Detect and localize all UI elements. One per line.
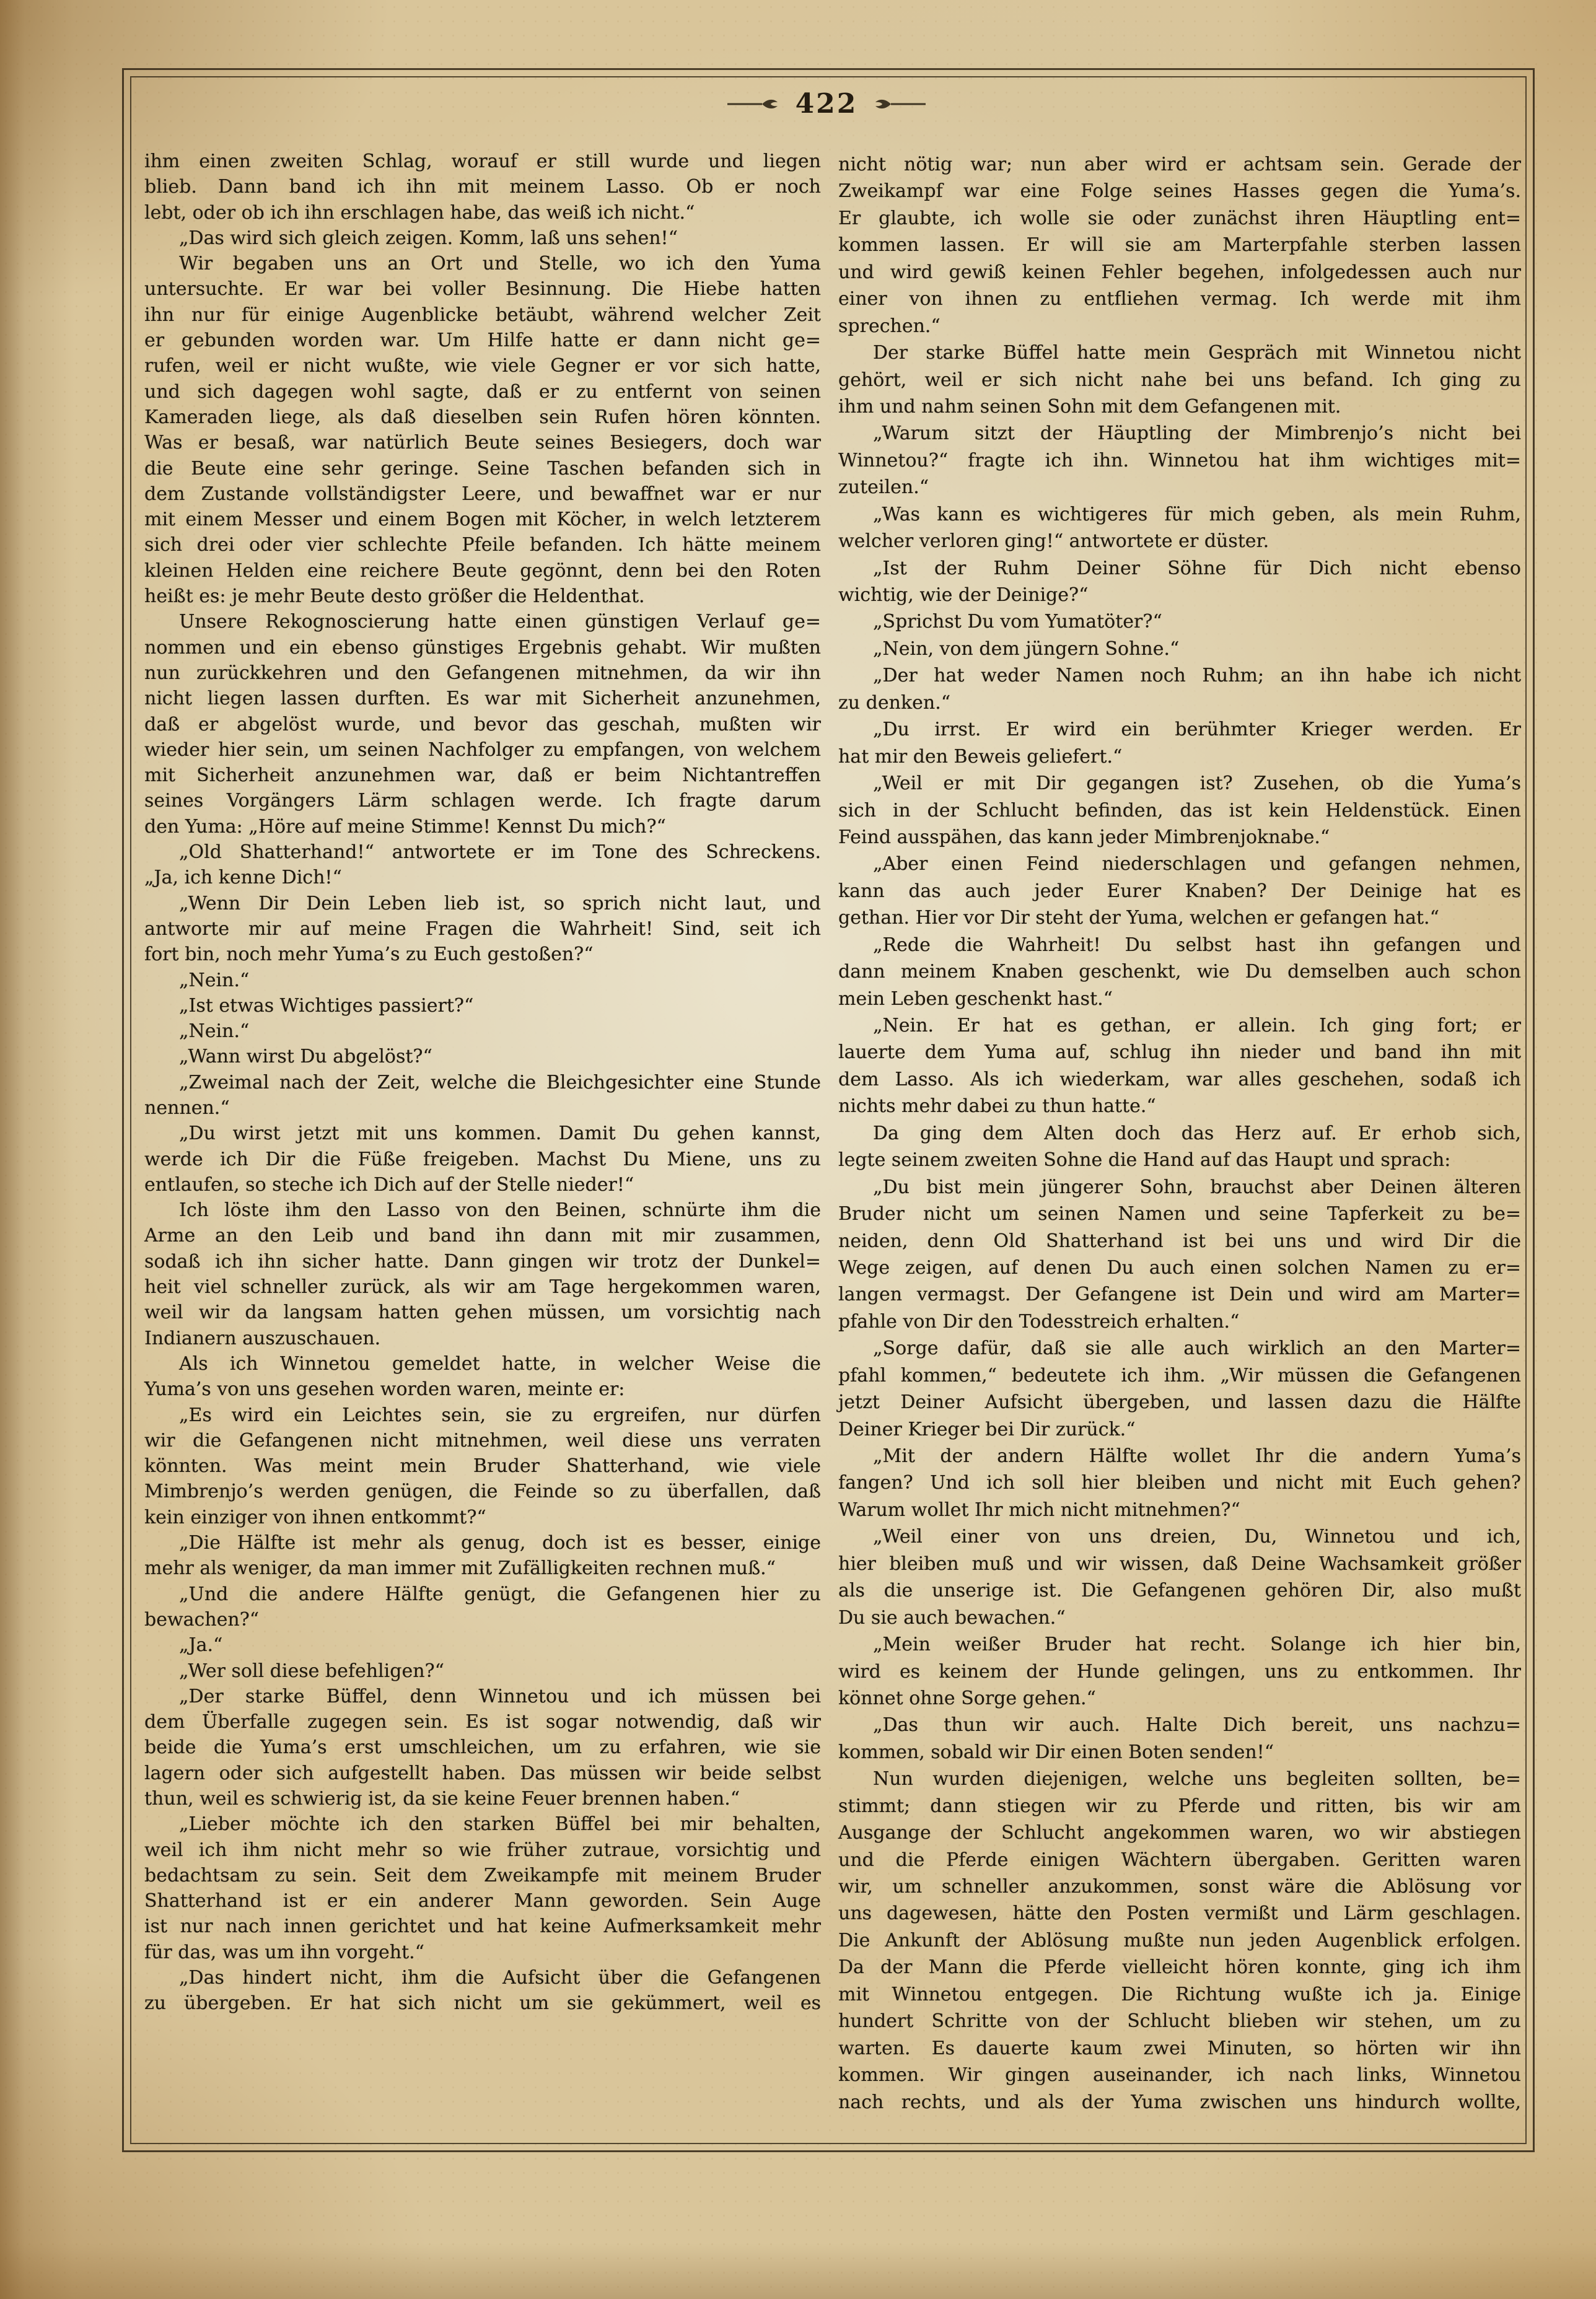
text-line: werde ich Dir die Füße freigeben. Machst Du Miene, uns zu [144,1148,821,1170]
text-line: neiden, denn Old Shatterhand ist bei uns und wird Dir die [838,1230,1521,1252]
text-line: Kameraden liege, als daß dieselben sein Rufen hören könnten. [144,406,821,428]
text-line: daß er abgelöst wurde, und bevor das geschah, mußten wir [144,713,821,735]
text-line: Deiner Krieger bei Dir zurück.“ [838,1418,1136,1440]
text-line: pfahl kommen,“ bedeutete ich ihm. „Wir müssen die Gefangenen [838,1364,1521,1386]
text-line: antworte mir auf meine Fragen die Wahrheit! Sind, seit ich [144,917,821,940]
text-line: „Die Hälfte ist mehr als genug, doch ist es besser, einige [179,1532,821,1554]
text-line: „Der hat weder Namen noch Ruhm; an ihn habe ich nicht [873,665,1521,687]
text-line: könnet ohne Sorge gehen.“ [838,1687,1096,1709]
text-line: hier bleiben muß und wir wissen, daß Deine Wachsamkeit größer [838,1552,1521,1575]
text-line: „Und die andere Hälfte genügt, die Gefangenen hier zu [179,1583,821,1605]
text-line: stimmt; dann stiegen wir zu Pferde und ritten, bis wir am [838,1795,1521,1817]
text-line: und wird gewiß keinen Fehler begehen, infolgedessen auch nur [838,261,1521,283]
text-line: heit viel schneller zurück, als wir am Tage hergekommen waren, [144,1276,821,1298]
text-line: ihm einen zweiten Schlag, worauf er still wurde und liegen [144,151,821,172]
text-line: lagern oder sich aufgestellt haben. Das müssen wir beide selbst [144,1762,821,1784]
text-line: lebt, oder ob ich ihn erschlagen habe, das weiß ich nicht.“ [144,201,695,224]
text-line: nun zurückkehren und den Gefangenen mitnehmen, da wir ihn [144,662,821,684]
text-line: gethan. Hier vor Dir steht der Yuma, welchen er gefangen hat.“ [838,907,1439,929]
text-line: „Rede die Wahrheit! Du selbst hast ihn gefangen und [873,934,1521,956]
text-line: gehört, weil er sich nicht nahe bei uns befand. Ich ging zu [838,369,1521,391]
text-line: Nun wurden diejenigen, welche uns begleiten sollten, be= [873,1768,1521,1790]
text-line: blieb. Dann band ich ihn mit meinem Lasso. Ob er noch [144,176,821,198]
text-line: wichtig, wie der Deinige?“ [838,584,1089,606]
text-line: die Beute eine sehr geringe. Seine Taschen befanden sich in [144,457,821,480]
text-line: nichts mehr dabei zu thun hatte.“ [838,1095,1156,1118]
text-line: seines Vorgängers Lärm schlagen werde. Ich fragte darum [144,790,821,812]
text-line: „Mit der andern Hälfte wollet Ihr die andern Yuma’s [873,1445,1521,1467]
text-line: einer von ihnen zu entfliehen vermag. Ich werde mit ihm [838,288,1521,310]
text-line: und die Pferde einigen Wächtern übergaben. Geritten waren [838,1849,1521,1871]
text-line: „Das hindert nicht, ihm die Aufsicht über die Gefangenen [179,1967,821,1989]
text-line: „Wer soll diese befehligen?“ [179,1660,444,1682]
text-line: „Warum sitzt der Häuptling der Mimbrenjo’s nicht bei [873,423,1521,445]
fleuron-right-icon [874,96,927,112]
text-line: Wir begaben uns an Ort und Stelle, wo ich den Yuma [179,253,821,275]
text-line: fort bin, noch mehr Yuma’s zu Euch gestoßen?“ [144,944,594,966]
text-line: dem Überfalle zugegen sein. Es ist sogar notwendig, daß wir [144,1711,821,1733]
text-line: zuteilen.“ [838,476,929,499]
fleuron-left-icon [726,96,779,112]
text-line: bedachtsam zu sein. Seit dem Zweikampfe mit meinem Bruder [144,1864,821,1886]
text-line: welcher verloren ging!“ antwortete er düster. [838,530,1269,553]
text-line: langen vermagst. Der Gefangene ist Dein und wird am Marter= [838,1284,1521,1306]
text-line: „Das thun wir auch. Halte Dich bereit, uns nachzu= [873,1714,1521,1736]
text-line: zu übergeben. Er hat sich nicht um sie gekümmert, weil es [144,1992,821,2015]
text-line: Warum wollet Ihr mich nicht mitnehmen?“ [838,1499,1240,1521]
text-line: mit Sicherheit anzunehmen war, daß er beim Nichtantreffen [144,764,821,787]
text-line: Der starke Büffel hatte mein Gespräch mit Winnetou nicht [873,342,1521,364]
text-line: ist nur nach innen gerichtet und hat keine Aufmerksamkeit mehr [144,1916,821,1938]
text-line: legte seinem zweiten Sohne die Hand auf das Haupt und sprach: [838,1149,1451,1171]
text-line: nommen und ein ebenso günstiges Ergebnis gehabt. Wir mußten [144,636,821,659]
right-column [838,151,1521,2116]
text-line: untersuchte. Er war bei voller Besinnung. Die Hiebe hatten [144,278,821,300]
text-line: wir, um schneller anzukommen, sonst wäre die Ablösung vor [838,1876,1521,1898]
text-line: Ausgange der Schlucht angekommen waren, wo wir abstiegen [838,1822,1521,1844]
text-line: wird es keinem der Hunde gelingen, uns zu entkommen. Ihr [838,1660,1521,1683]
text-line: fangen? Und ich soll hier bleiben und nicht mit Euch gehen? [838,1472,1521,1494]
text-line: dann meinem Knaben geschenkt, wie Du demselben auch schon [838,961,1521,983]
text-line: Mimbrenjo’s werden genügen, die Feinde so zu überfallen, daß [144,1481,821,1503]
text-line: „Der starke Büffel, denn Winnetou und ich müssen bei [179,1685,821,1707]
text-line: Indianern auszuschauen. [144,1327,381,1349]
text-line: pfahle von Dir den Todesstreich erhalten.“ [838,1310,1240,1333]
text-line: Als ich Winnetou gemeldet hatte, in welcher Weise die [179,1352,821,1375]
text-line: Arme an den Leib und band ihn dann mit mir zusammen, [144,1225,821,1247]
text-line: nicht liegen lassen durften. Es war mit Sicherheit anzunehmen, [144,688,821,710]
text-line: entlaufen, so steche ich Dich auf der Stelle nieder!“ [144,1173,634,1196]
text-line: „Ja.“ [179,1634,223,1657]
text-line: Bruder nicht um seinen Namen und seine Tapferkeit zu be= [838,1203,1521,1225]
text-line: „Es wird ein Leichtes sein, sie zu ergreifen, nur dürfen [179,1404,821,1426]
text-line: sich in der Schlucht befinden, das ist kein Heldenstück. Einen [838,799,1521,821]
text-line: lauerte dem Yuma auf, schlug ihn nieder und band ihn mit [838,1041,1521,1064]
text-line: den Yuma: „Höre auf meine Stimme! Kennst Du mich?“ [144,815,666,838]
text-line: „Old Shatterhand!“ antwortete er im Tone des Schreckens. [179,841,821,864]
text-line: mehr als weniger, da man immer mit Zufälligkeiten rechnen muß.“ [144,1557,776,1580]
text-line: zu denken.“ [838,691,951,714]
text-line: sich drei oder vier schlechte Pfeile befanden. Ich hätte meinem [144,534,821,556]
text-line: „Ist etwas Wichtiges passiert?“ [179,994,474,1017]
text-line: Er glaubte, ich wolle sie oder zunächst ihren Häuptling ent= [838,207,1521,229]
text-line: „Nein.“ [179,1020,250,1043]
text-line: Yuma’s von uns gesehen worden waren, meinte er: [144,1378,625,1401]
text-line: er gebunden worden war. Um Hilfe hatte er dann nicht ge= [144,330,821,352]
text-line: „Du wirst jetzt mit uns kommen. Damit Du gehen kannst, [179,1123,821,1145]
text-line: rufen, weil er nicht wußte, wie viele Gegner er vor sich hatte, [144,355,821,377]
text-line: Ich löste ihm den Lasso von den Beinen, schnürte ihm die [179,1199,821,1222]
text-line: „Sprichst Du vom Yumatöter?“ [873,611,1162,633]
text-line: „Das wird sich gleich zeigen. Komm, laß uns sehen!“ [179,227,678,249]
left-column [144,149,821,2017]
text-line: „Du irrst. Er wird ein berühmter Krieger werden. Er [873,719,1521,741]
text-line: kann das auch jeder Eurer Knaben? Der Deinige hat es [838,880,1521,902]
page-header [122,88,1531,120]
text-line: ihn nur für einige Augenblicke betäubt, während welcher Zeit [144,304,821,326]
text-line: Was er besaß, war natürlich Beute seines Besiegers, doch war [144,432,821,454]
text-line: kein einziger von ihnen entkommt?“ [144,1506,486,1528]
text-line: warten. Es dauerte kaum zwei Minuten, so hörten wir ihn [838,2037,1521,2059]
text-line: Feind ausspähen, das kann jeder Mimbrenjoknabe.“ [838,826,1330,848]
text-line: wir die Gefangenen nicht mitnehmen, weil diese uns verraten [144,1429,821,1452]
text-line: „Sorge dafür, daß sie alle auch wirklich an den Marter= [873,1338,1521,1360]
text-line: ihm und nahm seinen Sohn mit dem Gefangenen mit. [838,395,1341,418]
text-line: bewachen?“ [144,1608,260,1631]
text-line: „Was kann es wichtigeres für mich geben, als mein Ruhm, [873,503,1521,525]
text-line: kommen. Wir gingen auseinander, ich nach links, Winnetou [838,2064,1521,2087]
text-line: kleinen Helden eine reichere Beute gegönnt, denn bei den Roten [144,559,821,582]
text-line: dem Lasso. Als ich wiederkam, war alles geschehen, sodaß ich [838,1068,1521,1090]
text-line: Da ging dem Alten doch das Herz auf. Er erhob sich, [873,1122,1521,1144]
text-line: kommen lassen. Er will sie am Marterpfahle sterben lassen [838,234,1521,256]
text-line: kommen, sobald wir Dir einen Boten senden!“ [838,1741,1274,1763]
text-line: „Ja, ich kenne Dich!“ [144,867,342,889]
text-line: „Du bist mein jüngerer Sohn, brauchst aber Deinen älteren [873,1176,1521,1198]
text-line: „Aber einen Feind niederschlagen und gefangen nehmen, [873,853,1521,875]
text-line: hat mir den Beweis geliefert.“ [838,745,1123,768]
text-line: beide die Yuma’s erst umschleichen, um zu erfahren, wie sie [144,1736,821,1759]
text-line: wieder hier sein, um seinen Nachfolger zu empfangen, von welchem [144,738,821,761]
text-line: Wege zeigen, auf denen Du auch einen solchen Namen zu er= [838,1256,1521,1279]
text-line: „Ist der Ruhm Deiner Söhne für Dich nicht ebenso [873,557,1521,579]
text-line: heißt es: je mehr Beute desto größer die Heldenthat. [144,585,645,608]
text-line: „Wann wirst Du abgelöst?“ [179,1046,432,1068]
text-line: weil wir da langsam hatten gehen müssen, um vorsichtig nach [144,1302,821,1324]
text-line: Winnetou?“ fragte ich ihn. Winnetou hat ihm wichtiges mit= [838,449,1521,471]
text-line: nennen.“ [144,1097,230,1119]
text-line: „Mein weißer Bruder hat recht. Solange ich hier bin, [873,1634,1521,1656]
text-line: „Nein, von dem jüngern Sohne.“ [873,637,1180,660]
text-line: für das, was um ihn vorgeht.“ [144,1941,424,1963]
text-line: weil ich ihm nicht mehr so wie früher zutraue, vorsichtig und [144,1839,821,1861]
text-line: als die unserige ist. Die Gefangenen gehören Dir, also mußt [838,1580,1521,1602]
text-line: „Nein. Er hat es gethan, er allein. Ich ging fort; er [873,1015,1521,1036]
text-line: sodaß ich ihn sicher hatte. Dann gingen wir trotz der Dunkel= [144,1250,821,1272]
text-line: Die Ankunft der Ablösung mußte nun jeden Augenblick erfolgen. [838,1929,1521,1951]
text-line: „Wenn Dir Dein Leben lieb ist, so sprich nicht laut, und [179,892,821,914]
text-line: dem Zustande vollständigster Leere, und bewaffnet war er nur [144,483,821,505]
text-line: könnten. Was meint mein Bruder Shatterhand, wie viele [144,1455,821,1478]
text-line: „Lieber möchte ich den starken Büffel bei mir behalten, [179,1813,821,1836]
text-line: mein Leben geschenkt hast.“ [838,987,1113,1010]
text-line: nach rechts, und als der Yuma zwischen uns hindurch wollte, [838,2091,1521,2113]
text-line: Unsere Rekognoscierung hatte einen günstigen Verlauf ge= [179,611,821,633]
text-line: mit einem Messer und einem Bogen mit Köcher, in welch letzterem [144,509,821,531]
text-line: thun, weil es schwierig ist, da sie keine Feuer brennen haben.“ [144,1788,740,1810]
text-line: Zweikampf war eine Folge seines Hasses gegen die Yuma’s. [838,180,1521,203]
text-line: sprechen.“ [838,315,940,337]
text-line: jetzt Deiner Aufsicht übergeben, und lassen dazu die Hälfte [838,1391,1521,1414]
text-line: Du sie auch bewachen.“ [838,1606,1066,1629]
text-line: uns dagewesen, hätte den Posten vermißt und Lärm geschlagen. [838,1903,1521,1925]
text-line: und sich dagegen wohl sagte, daß er zu entfernt von seinen [144,380,821,403]
text-line: hundert Schritte von der Schlucht blieben wir stehen, um zu [838,2010,1521,2033]
text-line: „Nein.“ [179,969,250,991]
text-line: nicht nötig war; nun aber wird er achtsam sein. Gerade der [838,154,1521,175]
text-line: „Weil er mit Dir gegangen ist? Zusehen, ob die Yuma’s [873,773,1521,795]
text-line: Da der Mann die Pferde vielleicht hören konnte, ging ich ihm [838,1956,1521,1979]
page-number: 422 [795,88,858,120]
text-line: mit Winnetou entgegen. Die Richtung wußte ich ja. Einige [838,1983,1521,2005]
text-line: Shatterhand ist er ein anderer Mann geworden. Sein Auge [144,1890,821,1912]
text-line: „Weil einer von uns dreien, Du, Winnetou und ich, [873,1526,1521,1548]
text-line: „Zweimal nach der Zeit, welche die Bleichgesichter eine Stunde [179,1071,821,1093]
